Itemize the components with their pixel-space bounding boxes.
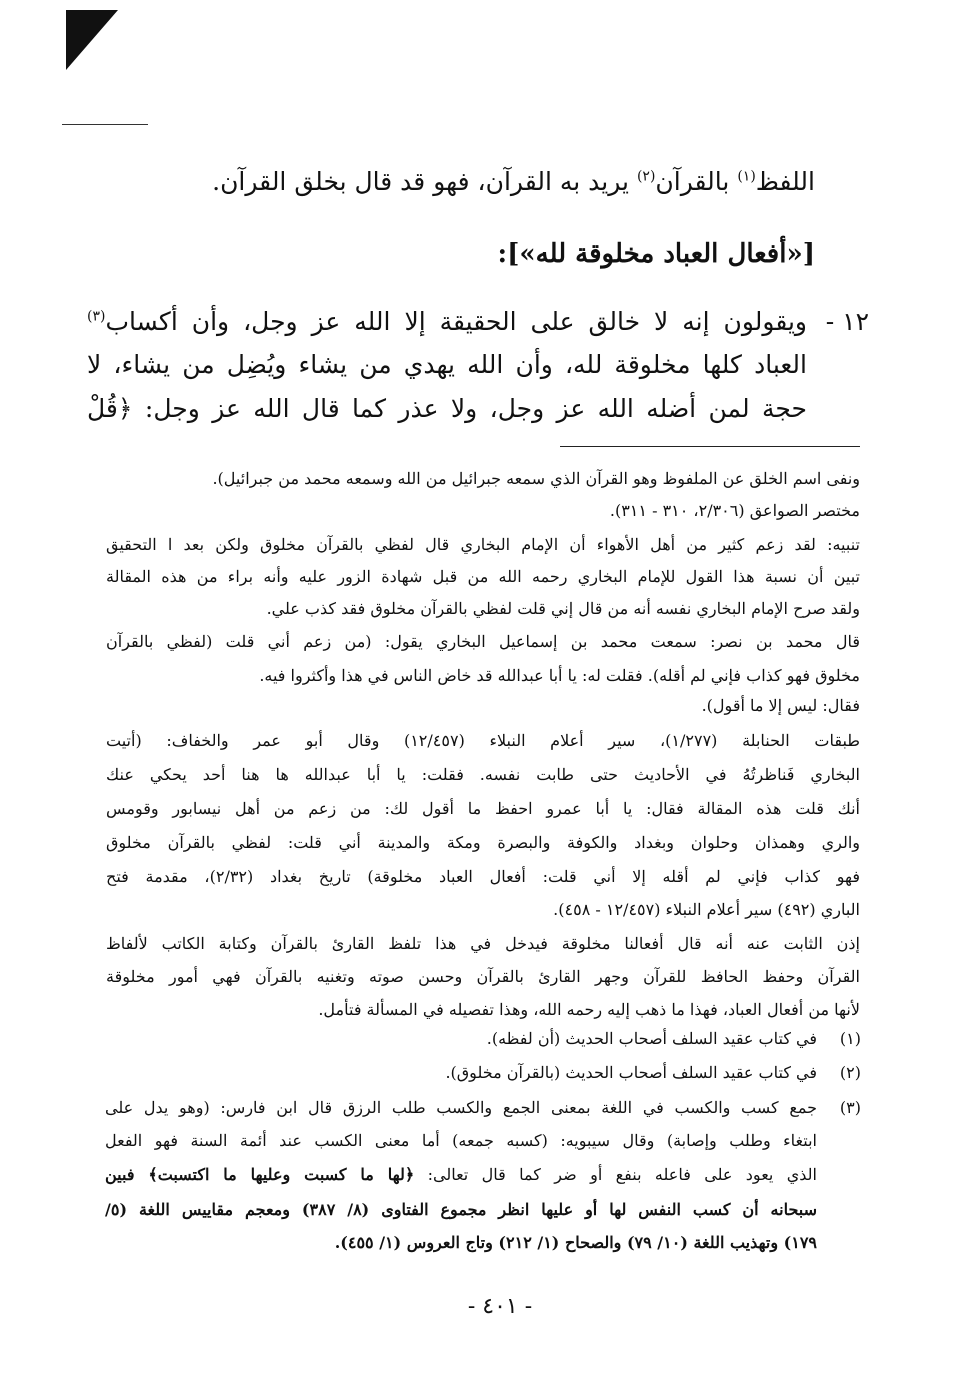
corner-registration-mark bbox=[66, 10, 118, 70]
footnote-line: تبين أن نسبة هذا القول للإمام البخاري رحمه الله من قبل شهادة الزور عليه وأنه براء من هذه المقالة bbox=[106, 567, 860, 586]
intro-line bbox=[115, 162, 815, 202]
footnote-1-text: في كتاب عقيد السلف أصحاب الحديث (أن لفظه). bbox=[486, 1029, 817, 1048]
footnote-line: طبقات الحنابلة (١/٢٧٧)، سير أعلام النبلاء (١٢/٤٥٧) وقال أبو عمر والخفاف: (أتيت bbox=[106, 731, 860, 750]
footnote-line: مخلوق فهو كذاب فإني لم أقله). فقلت له: يا أبا عبدالله قد خاض الناس في هذا وأكثروا فيه. bbox=[259, 666, 860, 685]
footnote-2-text: في كتاب عقيد السلف أصحاب الحديث (بالقرآن مخلوق). bbox=[445, 1063, 817, 1082]
footnote-line: فقال: ليس إلا ما أقول). bbox=[701, 696, 860, 715]
footnote-line: لأنها من أفعال العباد، فهذا ما ذهب إليه رحمه الله، وهذا تفصيله في المسألة فتأمل. bbox=[318, 1000, 860, 1019]
footnote-ref-1[interactable]: (١) bbox=[737, 168, 756, 185]
footnote-line: مختصر الصواعق (٢/٣٠٦، ٣١٠ - ٣١١). bbox=[609, 501, 860, 520]
paragraph-12-line-3: حجة لمن أضله الله عز وجل، ولا عذر كما قال الله عز وجل: ﴿قُلْ bbox=[87, 394, 807, 423]
footnote-line: فهو كذاب فإني لم أقله إلا أني قلت: أفعال العباد مخلوقة) تاريخ بغداد (٢/٣٢)، مقدمة فتح bbox=[106, 867, 860, 886]
footnote-3-line bbox=[105, 1161, 817, 1188]
footnote-line: أنك قلت هذه المقالة فقال: يا أبا عمرو احفظ ما أقول لك: من زعم من أهل نيسابور وقومس bbox=[106, 799, 860, 818]
footnote-line: والري وهمذان وحلوان وبغداد والكوفة والبصرة ومكة والمدينة أني قلت: لفظي بالقرآن مخلوق bbox=[106, 833, 860, 852]
footnote-3-text-part: الذي يعود على فاعله بنفع أو ضر كما قال تعالى: bbox=[414, 1165, 817, 1184]
footnote-line: البخاري فَناظرتُهُ في الأحاديث حتى طابت نفسه. فقلت: يا أبا عبدالله ها هنا أحد يحكي عنك bbox=[106, 765, 860, 784]
footnote-3-line: ابتغاء وطلب وإصابة) وقال سيبويه: (كسبه جمعه) أما معنى الكسب عند أئمة السنة فهو الفعل bbox=[105, 1131, 817, 1150]
section-heading: [«أفعال العباد مخلوقة لله»]: bbox=[497, 239, 815, 269]
footnote-3-text: جمع كسب والكسب في اللغة بمعنى الجمع والكسب طلب الرزق قال ابن فارس: (وهو يدل على bbox=[105, 1098, 817, 1117]
footnote-line: الباري (٤٩٢) سير أعلام النبلاء (١٢/٤٥٧ - ٤٥٨). bbox=[553, 900, 860, 919]
paragraph-12-line-2: العباد كلها مخلوقة لله، وأن الله يهدي من يشاء ويُضِل من يشاء، لا bbox=[87, 350, 807, 379]
paragraph-number: ١٢ - bbox=[825, 307, 869, 336]
paragraph-12-line-1 bbox=[87, 302, 807, 342]
intro-text-3: يريد به القرآن، فهو قد قال بخلق القرآن. bbox=[212, 167, 637, 196]
footnote-line: القرآن وحفظ الحافظ للقرآن وجهر القارئ بالقرآن وحسن صوته وتغنيه بالقرآن فهي أمور مخلوقة bbox=[106, 967, 860, 986]
footnote-line: ولقد صرح الإمام البخاري نفسه أنه من قال إني قلت لفظي بالقرآن مخلوق فقد كذب علي. bbox=[266, 599, 860, 618]
footnote-separator bbox=[560, 446, 860, 447]
footnote-number-1: (١) bbox=[839, 1029, 861, 1048]
page-number: - ٤٠١ - bbox=[467, 1294, 533, 1319]
footnote-ref-3[interactable]: (٣) bbox=[87, 308, 106, 325]
quran-quote: ﴿لها ما كسبت وعليها ما اكتسبت﴾ فبين bbox=[105, 1165, 415, 1184]
footnote-line: إذن الثابت عنه أنه قال أفعالنا مخلوقة فيدخل في هذا تلفظ القارئ بالقرآن وكتابة الكاتب لألفاظ bbox=[106, 934, 860, 953]
footnote-line: تنبيه: لقد زعم كثير من أهل الأهواء أن الإمام البخاري قال لفظي بالقرآن مخلوق ولكن بعد ا التحقيق bbox=[106, 535, 860, 554]
intro-text-2: بالقرآن bbox=[655, 167, 738, 196]
footnote-3-line: ١٧٩) وتهذيب اللغة (١٠/ ٧٩) والصحاح (١/ ٢١٢) وتاج العروس (١/ ٤٥٥). bbox=[334, 1233, 817, 1252]
footnote-line: ونفى اسم الخلق عن الملفوظ وهو القرآن الذي سمعه جبرائيل من الله وسمعه محمد من جبرائيل). bbox=[212, 469, 860, 488]
margin-rule bbox=[62, 124, 148, 125]
footnote-number-3: (٣) bbox=[839, 1098, 861, 1117]
footnote-line: قال محمد بن نصر: سمعت محمد بن إسماعيل البخاري يقول: (من زعم أني قلت (لفظي بالقرآن bbox=[106, 632, 860, 651]
footnote-ref-2[interactable]: (٢) bbox=[636, 168, 656, 185]
footnote-number-2: (٢) bbox=[839, 1063, 861, 1082]
paragraph-12-text: ويقولون إنه لا خالق على الحقيقة إلا الله عز وجل، وأن أكساب bbox=[105, 307, 807, 336]
footnote-3-line: سبحانه أن كسب النفس لها أو عليها انظر مجموع الفتاوى (٨/ ٣٨٧) ومعجم مقاييس اللغة (٥/ bbox=[105, 1200, 817, 1219]
intro-text-1: اللفظ bbox=[755, 167, 815, 196]
